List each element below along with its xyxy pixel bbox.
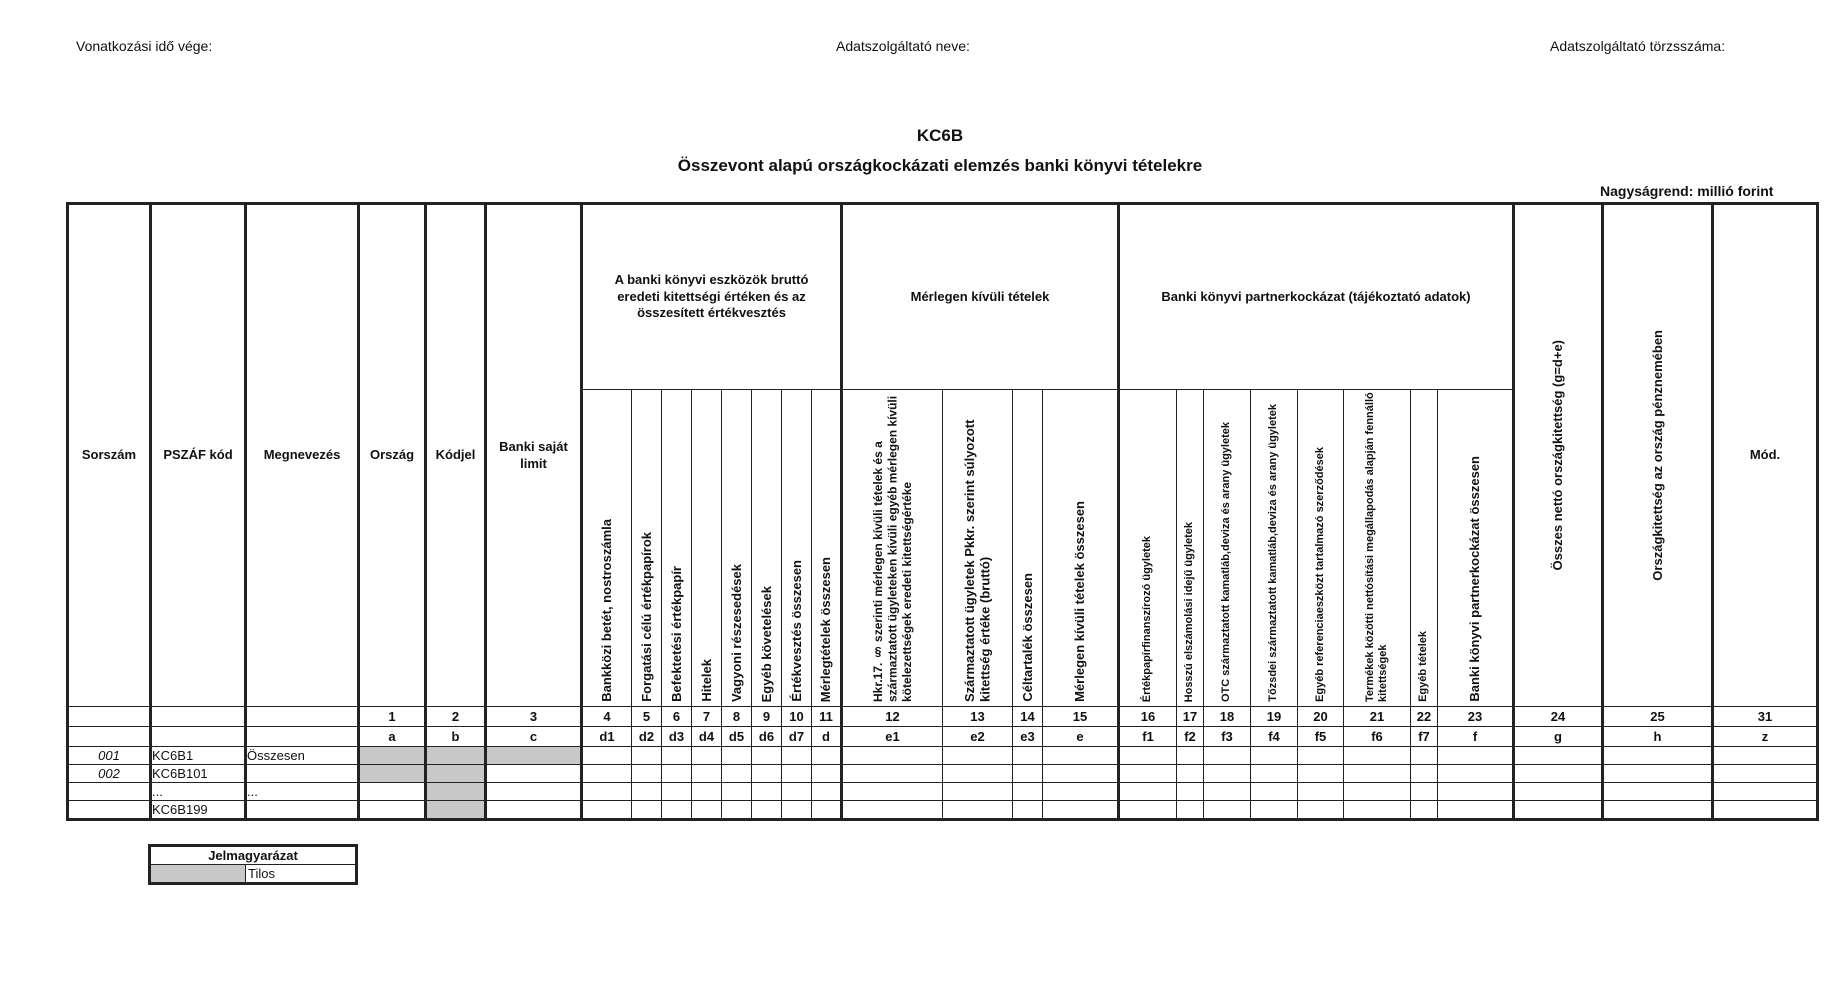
row-label-cell: KC6B1 [151, 747, 246, 765]
data-cell[interactable] [1713, 747, 1818, 765]
data-cell[interactable] [359, 765, 426, 783]
col-ref-cell: 18 [1204, 707, 1251, 727]
col-f: Banki könyvi partnerkockázat összesen [1438, 390, 1514, 707]
data-cell[interactable] [632, 765, 662, 783]
data-cell[interactable] [1204, 765, 1251, 783]
data-cell[interactable] [1713, 783, 1818, 801]
row-label-cell [246, 801, 359, 820]
group-counterparty-header: Banki könyvi partnerkockázat (tájékoztató adatok) [1119, 204, 1514, 390]
col-ref-cell: d6 [752, 727, 782, 747]
data-cell[interactable] [486, 801, 582, 820]
data-cell[interactable] [722, 747, 752, 765]
row-label-cell: ... [151, 783, 246, 801]
data-cell[interactable] [722, 765, 752, 783]
data-cell[interactable] [582, 747, 632, 765]
col-d1: Bankközi betét, nostroszámla [582, 390, 632, 707]
data-cell[interactable] [812, 801, 842, 820]
data-cell[interactable] [1344, 747, 1411, 765]
data-cell[interactable] [1043, 765, 1119, 783]
col-ref-cell: b [426, 727, 486, 747]
col-ref-cell: 3 [486, 707, 582, 727]
data-cell[interactable] [782, 801, 812, 820]
data-cell[interactable] [1251, 801, 1298, 820]
col-d3: Befektetési értékpapír [662, 390, 692, 707]
col-ref-cell: 13 [943, 707, 1013, 727]
form-code: KC6B [916, 126, 964, 145]
col-ref-cell: 23 [1438, 707, 1514, 727]
data-cell[interactable] [1013, 783, 1043, 801]
col-ref-cell: 8 [722, 707, 752, 727]
group-assets-header: A banki könyvi eszközök bruttó eredeti kitettségi értéken és az összesített értékvesztés [582, 204, 842, 390]
col-ref-cell: 15 [1043, 707, 1119, 727]
data-cell[interactable] [632, 783, 662, 801]
col-ref-cell: f2 [1177, 727, 1204, 747]
col-h-label: Országkitettség az ország pénznemében [1649, 330, 1665, 581]
col-ref-cell: 31 [1713, 707, 1818, 727]
data-cell[interactable] [943, 783, 1013, 801]
data-cell[interactable] [359, 783, 426, 801]
col-f2: Hosszú elszámolási idejű ügyletek [1177, 390, 1204, 707]
col-e: Mérlegen kívüli tételek összesen [1043, 390, 1119, 707]
form-title: Összevont alapú országkockázati elemzés banki könyvi tételekre [677, 156, 1203, 175]
col-ref-cell: d3 [662, 727, 692, 747]
data-cell[interactable] [1298, 783, 1344, 801]
data-cell[interactable] [359, 747, 426, 765]
data-cell[interactable] [1514, 747, 1603, 765]
col-f7: Egyéb tételek [1411, 390, 1438, 707]
header-provider-name: Adatszolgáltató neve: [836, 38, 970, 54]
row-label-cell: KC6B101 [151, 765, 246, 783]
data-cell[interactable] [692, 765, 722, 783]
data-cell[interactable] [812, 765, 842, 783]
col-ref-cell: d7 [782, 727, 812, 747]
col-ref-cell: a [359, 727, 426, 747]
table-row [68, 801, 1818, 820]
col-orszag: Ország [359, 204, 426, 707]
row-label-cell: 002 [68, 765, 151, 783]
data-cell[interactable] [812, 747, 842, 765]
data-cell[interactable] [752, 783, 782, 801]
data-cell[interactable] [662, 747, 692, 765]
col-ref-cell: e1 [842, 727, 943, 747]
col-ref-cell: d4 [692, 727, 722, 747]
data-cell[interactable] [582, 801, 632, 820]
data-cell[interactable] [662, 765, 692, 783]
data-cell[interactable] [1438, 765, 1514, 783]
table-row [68, 765, 1818, 783]
col-ref-cell: 12 [842, 707, 943, 727]
table-row [68, 747, 1818, 765]
col-e3: Céltartalék összesen [1013, 390, 1043, 707]
col-ref-cell: 2 [426, 707, 486, 727]
col-ref-cell: d2 [632, 727, 662, 747]
data-cell[interactable] [426, 747, 486, 765]
data-cell[interactable] [1603, 765, 1713, 783]
data-cell[interactable] [426, 765, 486, 783]
col-ref-cell: 25 [1603, 707, 1713, 727]
data-cell[interactable] [1298, 747, 1344, 765]
col-d7: Értékvesztés összesen [782, 390, 812, 707]
legend [148, 844, 358, 885]
data-cell[interactable] [1514, 783, 1603, 801]
data-cell[interactable] [1514, 765, 1603, 783]
data-cell[interactable] [1298, 765, 1344, 783]
col-f4: Tőzsdei származtatott kamatláb,deviza és arany ügyletek [1251, 390, 1298, 707]
col-limit: Banki saját limit [486, 204, 582, 707]
data-cell[interactable] [1411, 765, 1438, 783]
data-cell[interactable] [632, 801, 662, 820]
data-cell[interactable] [1713, 801, 1818, 820]
data-cell[interactable] [1411, 801, 1438, 820]
data-cell[interactable] [662, 801, 692, 820]
col-d5: Vagyoni részesedések [722, 390, 752, 707]
col-ref-cell: 16 [1119, 707, 1177, 727]
data-cell[interactable] [842, 747, 943, 765]
col-ref-cell: f4 [1251, 727, 1298, 747]
data-cell[interactable] [426, 783, 486, 801]
legend-title: Jelmagyarázat [150, 846, 357, 865]
data-cell[interactable] [1344, 783, 1411, 801]
data-cell[interactable] [426, 801, 486, 820]
data-cell[interactable] [943, 765, 1013, 783]
legend-tilos-label: Tilos [246, 865, 357, 884]
col-pszaf: PSZÁF kód [151, 204, 246, 707]
header-period-end: Vonatkozási idő vége: [76, 38, 213, 54]
col-ref-cell: 10 [782, 707, 812, 727]
blank-cell [246, 707, 359, 727]
blank-cell [68, 707, 151, 727]
data-cell[interactable] [752, 801, 782, 820]
data-cell[interactable] [943, 801, 1013, 820]
blank-cell [151, 727, 246, 747]
data-cell[interactable] [692, 747, 722, 765]
row-label-cell [246, 765, 359, 783]
row-label-cell: 001 [68, 747, 151, 765]
col-ref-cell: h [1603, 727, 1713, 747]
col-d: Mérlegtételek összesen [812, 390, 842, 707]
data-cell[interactable] [1119, 783, 1177, 801]
col-ref-cell: c [486, 727, 582, 747]
col-ref-cell: f7 [1411, 727, 1438, 747]
row-label-cell: Összesen [246, 747, 359, 765]
data-cell[interactable] [632, 747, 662, 765]
col-ref-cell: 17 [1177, 707, 1204, 727]
data-cell[interactable] [1043, 783, 1119, 801]
data-cell[interactable] [943, 747, 1013, 765]
data-cell[interactable] [692, 801, 722, 820]
data-cell[interactable] [722, 783, 752, 801]
data-cell[interactable] [1438, 747, 1514, 765]
blank-cell [246, 727, 359, 747]
data-cell[interactable] [1013, 747, 1043, 765]
col-ref-cell: e3 [1013, 727, 1043, 747]
col-megnevezes: Megnevezés [246, 204, 359, 707]
data-cell[interactable] [1204, 783, 1251, 801]
col-d4: Hitelek [692, 390, 722, 707]
blank-cell [151, 707, 246, 727]
data-cell[interactable] [662, 783, 692, 801]
scale-note: Nagyságrend: millió forint [1600, 183, 1774, 199]
blank-cell [68, 727, 151, 747]
data-cell[interactable] [1344, 801, 1411, 820]
col-d6: Egyéb követelések [752, 390, 782, 707]
data-cell[interactable] [1204, 801, 1251, 820]
col-ref-cell: f5 [1298, 727, 1344, 747]
data-cell[interactable] [1119, 801, 1177, 820]
col-ref-cell: d [812, 727, 842, 747]
col-ref-cell: g [1514, 727, 1603, 747]
data-cell[interactable] [782, 765, 812, 783]
data-cell[interactable] [1438, 801, 1514, 820]
col-ref-cell: 4 [582, 707, 632, 727]
data-cell[interactable] [1298, 801, 1344, 820]
col-ref-cell: d1 [582, 727, 632, 747]
data-cell[interactable] [1119, 747, 1177, 765]
col-ref-cell: 24 [1514, 707, 1603, 727]
col-ref-cell: z [1713, 727, 1818, 747]
col-f3: OTC származtatott kamatláb,deviza és arany ügyletek [1204, 390, 1251, 707]
data-cell[interactable] [842, 801, 943, 820]
data-cell[interactable] [1251, 747, 1298, 765]
col-ref-cell: f3 [1204, 727, 1251, 747]
data-cell[interactable] [1013, 765, 1043, 783]
col-ref-cell: 19 [1251, 707, 1298, 727]
data-cell[interactable] [1603, 747, 1713, 765]
report-table [66, 202, 1819, 821]
data-cell[interactable] [1251, 765, 1298, 783]
col-ref-cell: 21 [1344, 707, 1411, 727]
data-cell[interactable] [812, 783, 842, 801]
col-ref-cell: 20 [1298, 707, 1344, 727]
data-cell[interactable] [782, 783, 812, 801]
data-cell[interactable] [486, 747, 582, 765]
col-z: Mód. [1713, 204, 1818, 707]
col-ref-cell: 22 [1411, 707, 1438, 727]
col-e2: Származtatott ügyletek Pkkr. szerint súlyozott kitettség értéke (bruttó) [943, 390, 1013, 707]
col-ref-cell: f6 [1344, 727, 1411, 747]
row-label-cell [68, 783, 151, 801]
data-cell[interactable] [1043, 747, 1119, 765]
col-ref-cell: e2 [943, 727, 1013, 747]
header-provider-id: Adatszolgáltató törzsszáma: [1550, 38, 1726, 54]
data-cell[interactable] [1204, 747, 1251, 765]
col-d2: Forgatási célú értékpapírok [632, 390, 662, 707]
data-cell[interactable] [842, 765, 943, 783]
row-label-cell: ... [246, 783, 359, 801]
col-sorszam: Sorszám [68, 204, 151, 707]
data-cell[interactable] [486, 765, 582, 783]
data-cell[interactable] [1344, 765, 1411, 783]
col-f6: Termékek közötti nettósítási megállapodás alapján fennálló kitettségek [1344, 390, 1411, 707]
col-e1: Hkr.17. § szerinti mérlegen kívüli tételek és a származtatott ügyleteken kívüli egyéb mérlegen kívüli kötelezettségek eredeti kitettségértéke [842, 390, 943, 707]
data-cell[interactable] [1043, 801, 1119, 820]
data-cell[interactable] [582, 783, 632, 801]
data-cell[interactable] [1119, 765, 1177, 783]
column-number-row [68, 707, 1818, 727]
data-cell[interactable] [1177, 747, 1204, 765]
column-letter-row [68, 727, 1818, 747]
col-ref-cell: e [1043, 727, 1119, 747]
legend-shade-swatch [150, 865, 246, 884]
data-cell[interactable] [1514, 801, 1603, 820]
data-cell[interactable] [842, 783, 943, 801]
col-ref-cell: f1 [1119, 727, 1177, 747]
data-cell[interactable] [359, 801, 426, 820]
col-ref-cell: 7 [692, 707, 722, 727]
col-ref-cell: d5 [722, 727, 752, 747]
col-f1: Értékpapírfinanszírozó ügyletek [1119, 390, 1177, 707]
col-kodjel: Kódjel [426, 204, 486, 707]
group-offbalance-header: Mérlegen kívüli tételek [842, 204, 1119, 390]
col-ref-cell: 5 [632, 707, 662, 727]
data-cell[interactable] [722, 801, 752, 820]
table-row [68, 783, 1818, 801]
data-cell[interactable] [692, 783, 722, 801]
col-ref-cell: 11 [812, 707, 842, 727]
data-cell[interactable] [1177, 765, 1204, 783]
col-g [1514, 204, 1603, 707]
data-cell[interactable] [1411, 747, 1438, 765]
data-cell[interactable] [1713, 765, 1818, 783]
data-cell[interactable] [1013, 801, 1043, 820]
data-cell[interactable] [782, 747, 812, 765]
col-h [1603, 204, 1713, 707]
data-cell[interactable] [1603, 783, 1713, 801]
col-ref-cell: f [1438, 727, 1514, 747]
data-cell[interactable] [1177, 801, 1204, 820]
col-ref-cell: 14 [1013, 707, 1043, 727]
data-cell[interactable] [752, 765, 782, 783]
data-cell[interactable] [1177, 783, 1204, 801]
col-g-label: Összes nettó országkitettség (g=d+e) [1550, 340, 1566, 571]
data-cell[interactable] [582, 765, 632, 783]
col-f5: Egyéb referenciaeszközt tartalmazó szerződések [1298, 390, 1344, 707]
data-cell[interactable] [1251, 783, 1298, 801]
row-label-cell [68, 801, 151, 820]
col-ref-cell: 6 [662, 707, 692, 727]
data-cell[interactable] [1411, 783, 1438, 801]
col-ref-cell: 1 [359, 707, 426, 727]
col-ref-cell: 9 [752, 707, 782, 727]
data-cell[interactable] [486, 783, 582, 801]
data-cell[interactable] [752, 747, 782, 765]
data-cell[interactable] [1603, 801, 1713, 820]
row-label-cell: KC6B199 [151, 801, 246, 820]
data-cell[interactable] [1438, 783, 1514, 801]
